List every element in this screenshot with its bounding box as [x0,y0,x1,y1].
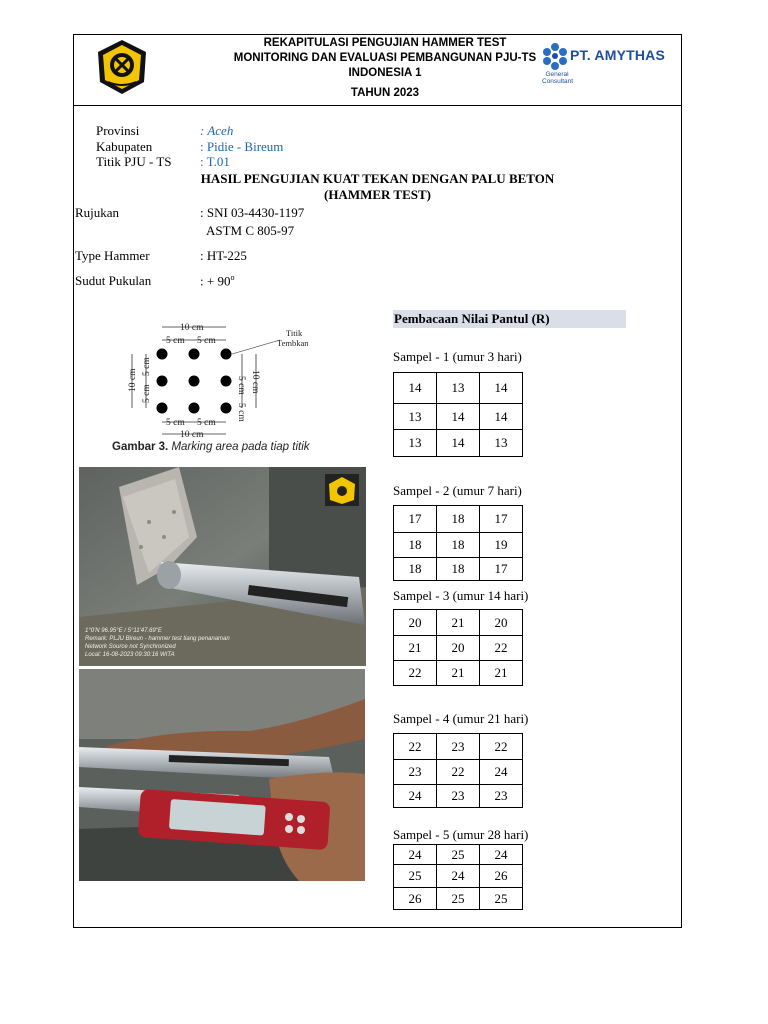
sample-5-label: Sampel - 5 (umur 28 hari) [393,827,529,842]
table-row [394,404,523,430]
header-title-line1: REKAPITULASI PENGUJIAN HAMMER TEST [263,37,507,49]
table-row [394,533,523,558]
table-cell: 22 [480,734,523,760]
geotag-line: Remark: PLJU Bireun - hammer test tiang penanaman [85,636,230,642]
report-subtitle: (HAMMER TEST) [323,187,431,202]
table-row [394,760,523,785]
marking-point [221,403,232,414]
table-cell: 17 [480,558,523,581]
sudut-pukulan-label: Sudut Pukulan [75,273,152,288]
table-cell: 26 [394,888,437,910]
marking-point [221,376,232,387]
table-cell: 21 [437,661,480,686]
table-cell: 22 [394,661,437,686]
type-hammer-label: Type Hammer [75,248,150,263]
table-cell: 21 [480,661,523,686]
marking-point [157,403,168,414]
dim-bottom-half-right: 5 cm [197,418,216,428]
table-cell: 23 [437,734,480,760]
table-cell: 17 [394,506,437,533]
degree-symbol: o [230,273,235,282]
table-cell: 21 [437,610,480,636]
table-cell: 17 [480,506,523,533]
table-row [394,785,523,808]
table-row [394,558,523,581]
dim-right-half-2: 5 cm [236,403,246,422]
table-cell: 22 [437,760,480,785]
table-cell: 24 [394,845,437,865]
geotag-line: Network Source not Synchronized [85,644,176,650]
dim-left-half-2: 5 cm [142,384,152,403]
table-cell: 22 [394,734,437,760]
header-divider [73,105,682,106]
table-cell: 18 [394,558,437,581]
rujukan-label: Rujukan [75,205,120,220]
dim-top-half-left: 5 cm [166,336,185,346]
geotag-line: 1°0'N 96.95°E / 5°11'47.69"E [85,628,162,634]
table-cell: 13 [480,430,523,457]
table-cell: 13 [394,430,437,457]
table-row [394,661,523,686]
geotag-line: Local: 16-08-2023 09:30:16 WITA [85,652,175,658]
table-cell: 18 [437,533,480,558]
readings-header: Pembacaan Nilai Pantul (R) [393,310,626,328]
table-cell: 20 [480,610,523,636]
table-cell: 24 [480,760,523,785]
hammer-test-photo [79,467,366,666]
table-cell: 18 [394,533,437,558]
dim-right-total: 10 cm [250,370,260,394]
table-cell: 23 [480,785,523,808]
table-cell: 25 [437,888,480,910]
table-cell: 23 [394,760,437,785]
marking-point [189,376,200,387]
table-cell: 20 [437,636,480,661]
table-cell: 23 [437,785,480,808]
table-cell: 14 [480,373,523,404]
sample-4-label: Sampel - 4 (umur 21 hari) [393,711,529,726]
titik-label: Titik PJU - TS [96,154,172,169]
table-row [394,888,523,910]
dim-left-total: 10 cm [128,368,138,392]
type-hammer-value: : HT-225 [200,248,247,263]
table-cell: 25 [394,865,437,888]
titik-annotation-1: Titik [286,328,303,338]
table-cell: 19 [480,533,523,558]
marking-area-diagram [108,318,333,456]
caption-bold: Gambar 3. [112,441,169,453]
dim-left-half: 5 cm [142,357,152,376]
photo-geotag-stamp [85,627,230,659]
sample-3-table [393,609,523,686]
provinsi-label: Provinsi [96,123,140,138]
sample-1-label: Sampel - 1 (umur 3 hari) [393,349,522,364]
titik-annotation-2: Tembkan [277,338,309,348]
amythas-brand-logo [542,42,672,84]
table-cell: 20 [394,610,437,636]
table-cell: 24 [394,785,437,808]
report-title: HASIL PENGUJIAN KUAT TEKAN DENGAN PALU BETON [200,171,555,186]
table-cell: 14 [394,373,437,404]
table-row [394,865,523,888]
sample-3-label: Sampel - 3 (umur 14 hari) [393,588,529,603]
hammer-device-photo [79,669,365,881]
marking-point [157,376,168,387]
table-row [394,373,523,404]
table-row [394,734,523,760]
table-cell: 25 [480,888,523,910]
table-row [394,506,523,533]
marking-point [189,403,200,414]
header-title-year: TAHUN 2023 [350,87,420,99]
caption-italic: Marking area pada tiap titik [168,441,310,453]
table-cell: 13 [394,404,437,430]
dim-top-total: 10 cm [180,323,204,333]
sample-1-table [393,372,523,457]
table-cell: 14 [480,404,523,430]
brand-name: PT. AMYTHAS [570,47,666,63]
dim-bottom-total: 10 cm [180,430,204,440]
table-cell: 14 [437,404,480,430]
table-cell: 26 [480,865,523,888]
table-cell: 18 [437,506,480,533]
dim-right-half: 5 cm [236,376,246,395]
amythas-mark-icon [542,42,568,70]
svg-text:Gambar 3. Marking area pada ti [112,441,311,453]
rujukan-value-sni: : SNI 03-4430-1197 [200,205,305,220]
table-row [394,610,523,636]
table-row [394,845,523,865]
marking-point [221,349,232,360]
sample-2-label: Sampel - 2 (umur 7 hari) [393,483,522,498]
header-title-line3: INDONESIA 1 [348,67,422,79]
kabupaten-label: Kabupaten [96,139,153,154]
esdm-emblem-logo [94,38,150,96]
brand-subtitle: General Consultant [542,71,574,85]
table-cell: 14 [437,430,480,457]
table-cell: 24 [437,865,480,888]
sudut-value-text: : + 90 [200,273,231,289]
table-cell: 18 [437,558,480,581]
header-title-line2: MONITORING DAN EVALUASI PEMBANGUNAN PJU-TS [233,52,537,64]
provinsi-value: : Aceh [200,123,234,138]
marking-point [189,349,200,360]
table-cell: 24 [480,845,523,865]
sample-2-table [393,505,523,581]
kabupaten-value: : Pidie - Bireum [200,139,284,154]
sample-5-table [393,844,523,910]
sample-4-table [393,733,523,808]
table-cell: 25 [437,845,480,865]
table-row [394,636,523,661]
dim-top-half-right: 5 cm [197,336,216,346]
table-cell: 21 [394,636,437,661]
table-cell: 22 [480,636,523,661]
marking-point [157,349,168,360]
rujukan-value-astm: ASTM C 805-97 [206,223,295,238]
sudut-pukulan-value [200,273,234,289]
titik-value: : T.01 [200,154,230,169]
table-cell: 13 [437,373,480,404]
table-row [394,430,523,457]
dim-bottom-half-left: 5 cm [166,418,185,428]
